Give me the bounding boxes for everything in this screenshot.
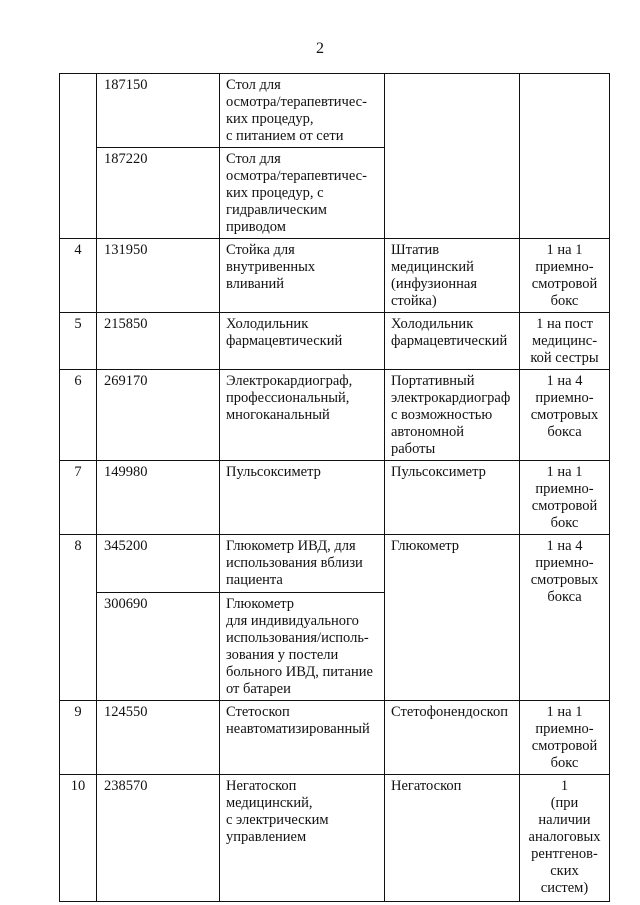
- row-number: 9: [60, 701, 97, 775]
- row-number: [60, 74, 97, 239]
- equipment-code: 269170: [97, 370, 220, 461]
- equipment-code: 215850: [97, 313, 220, 370]
- row-number: 5: [60, 313, 97, 370]
- equipment-type: [385, 74, 520, 239]
- equipment-type: Портативный электрокардиограф с возможностью автономной работы: [385, 370, 520, 461]
- equipment-quantity: 1 на 1 приемно- смотровой бокс: [520, 701, 610, 775]
- equipment-code: 238570: [97, 775, 220, 902]
- equipment-name: Глюкометр для индивидуального использования/исполь- зования у постели больного ИВД, питание от батареи: [220, 593, 385, 701]
- equipment-code: 345200: [97, 535, 220, 593]
- equipment-code: 124550: [97, 701, 220, 775]
- table-row: [60, 461, 610, 535]
- equipment-type: Пульсоксиметр: [385, 461, 520, 535]
- equipment-name: Стол для осмотра/терапевтичес- ких процедур, с питанием от сети: [220, 74, 385, 148]
- row-number: 4: [60, 239, 97, 313]
- equipment-type: Штатив медицинский (инфузионная стойка): [385, 239, 520, 313]
- equipment-type: Холодильник фармацевтический: [385, 313, 520, 370]
- equipment-quantity: 1 на 1 приемно- смотровой бокс: [520, 461, 610, 535]
- table-row: [60, 535, 610, 593]
- table-row: [60, 775, 610, 902]
- equipment-quantity: 1 на 4 приемно- смотровых бокса: [520, 535, 610, 701]
- equipment-code: 149980: [97, 461, 220, 535]
- equipment-quantity: 1 на 1 приемно- смотровой бокс: [520, 239, 610, 313]
- table-row: [60, 239, 610, 313]
- table-row: [60, 74, 610, 148]
- equipment-name: Холодильник фармацевтический: [220, 313, 385, 370]
- equipment-code: 187220: [97, 148, 220, 239]
- equipment-code: 300690: [97, 593, 220, 701]
- table-row: [60, 313, 610, 370]
- row-number: 8: [60, 535, 97, 701]
- row-number: 7: [60, 461, 97, 535]
- equipment-quantity: 1 на 4 приемно- смотровых бокса: [520, 370, 610, 461]
- equipment-type: Стетофонендоскоп: [385, 701, 520, 775]
- equipment-type: Негатоскоп: [385, 775, 520, 902]
- equipment-code: 187150: [97, 74, 220, 148]
- equipment-type: Глюкометр: [385, 535, 520, 701]
- equipment-name: Негатоскоп медицинский, с электрическим управлением: [220, 775, 385, 902]
- equipment-name: Стетоскоп неавтоматизированный: [220, 701, 385, 775]
- table-row: [60, 701, 610, 775]
- equipment-name: Пульсоксиметр: [220, 461, 385, 535]
- equipment-name: Глюкометр ИВД, для использования вблизи пациента: [220, 535, 385, 593]
- row-number: 6: [60, 370, 97, 461]
- equipment-name: Стойка для внутривенных вливаний: [220, 239, 385, 313]
- equipment-quantity: 1 (при наличии аналоговых рентгенов- ских систем): [520, 775, 610, 902]
- equipment-code: 131950: [97, 239, 220, 313]
- row-number: 10: [60, 775, 97, 902]
- equipment-quantity: 1 на пост медицинс- кой сестры: [520, 313, 610, 370]
- equipment-name: Стол для осмотра/терапевтичес- ких процедур, с гидравлическим приводом: [220, 148, 385, 239]
- equipment-quantity: [520, 74, 610, 239]
- table-row: [60, 370, 610, 461]
- equipment-table: [59, 73, 610, 902]
- page-number: 2: [316, 40, 324, 57]
- equipment-name: Электрокардиограф, профессиональный, многоканальный: [220, 370, 385, 461]
